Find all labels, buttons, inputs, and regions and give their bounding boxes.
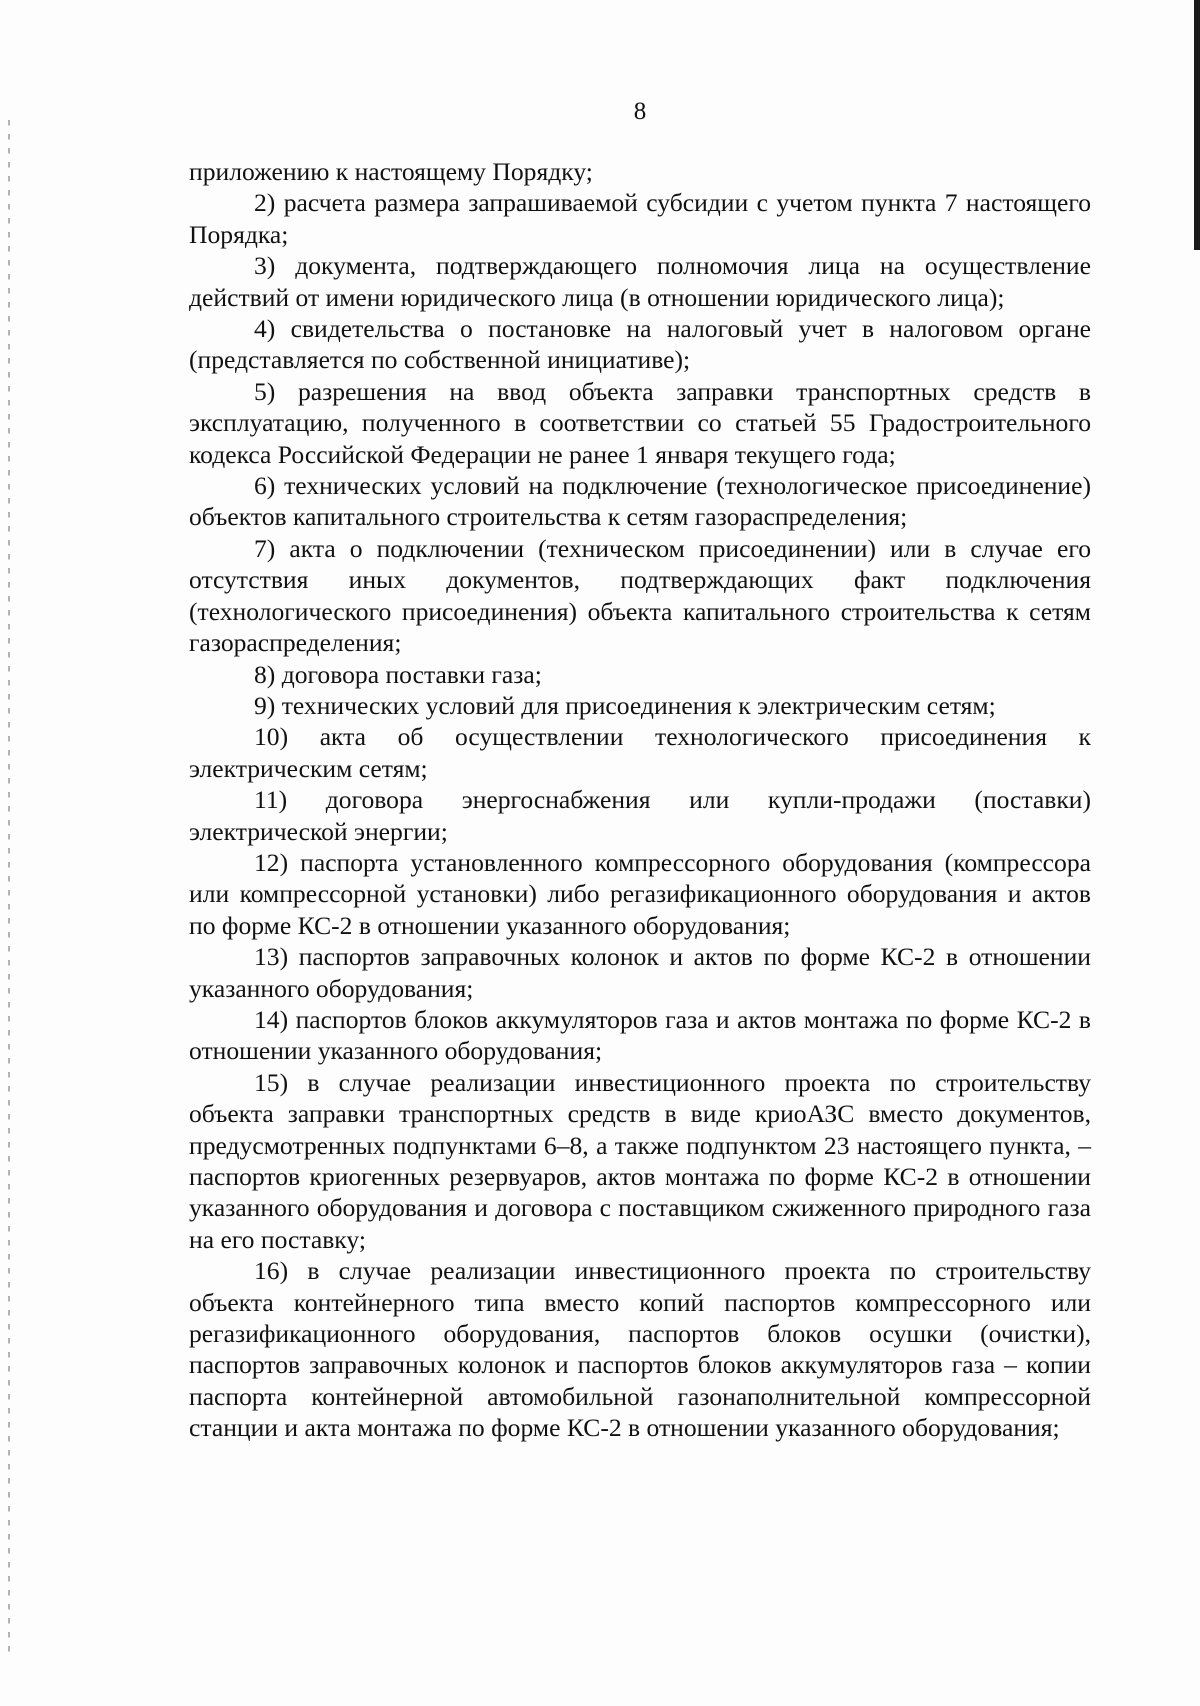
paragraph: 7) акта о подключении (техническом присоединении) или в случае его отсутствия иных документов, подтверждающих факт подключения (технологического присоединения) объекта капитального строительства к сетям газораспределения; xyxy=(189,533,1091,658)
paragraph: 15) в случае реализации инвестиционного проекта по строительству объекта заправки транспортных средств в виде криоАЗС вместо документов, предусмотренных подпунктами 6–8, а также подпунктом 23 настоящего пункта, – паспортов криогенных резервуаров, актов монтажа по форме КС-2 в отношении указанного оборудования и договора с поставщиком сжиженного природного газа на его поставку; xyxy=(189,1067,1091,1254)
paragraph: 10) акта об осуществлении технологического присоединения к электрическим сетям; xyxy=(189,722,1091,783)
paragraph: 13) паспортов заправочных колонок и актов по форме КС-2 в отношении указанного оборудования; xyxy=(189,942,1091,1003)
paragraph: 11) договора энергоснабжения или купли-продажи (поставки) электрической энергии; xyxy=(189,785,1091,846)
page-number: 8 xyxy=(633,98,647,125)
paragraph: 6) технических условий на подключение (технологическое присоединение) объектов капитального строительства к сетям газораспределения; xyxy=(189,471,1091,532)
paragraph: 4) свидетельства о постановке на налоговый учет в налоговом органе (представляется по собственной инициативе); xyxy=(189,314,1091,375)
document-body xyxy=(189,156,1091,1444)
paragraph: 5) разрешения на ввод объекта заправки транспортных средств в эксплуатацию, полученного в соответствии со статьей 55 Градостроительного кодекса Российской Федерации не ранее 1 января текущего года; xyxy=(189,376,1091,469)
paragraph: 2) расчета размера запрашиваемой субсидии с учетом пункта 7 настоящего Порядка; xyxy=(189,188,1091,249)
paragraph: 9) технических условий для присоединения к электрическим сетям; xyxy=(254,690,996,720)
paragraph: 14) паспортов блоков аккумуляторов газа и актов монтажа по форме КС-2 в отношении указанного оборудования; xyxy=(189,1004,1091,1066)
paragraph: 12) паспорта установленного компрессорного оборудования (компрессора или компрессорной установки) либо регазификационного оборудования и актов по форме КС-2 в отношении указанного оборудования; xyxy=(189,847,1091,940)
paragraph: 16) в случае реализации инвестиционного проекта по строительству объекта контейнерного типа вместо копий паспортов компрессорного или регазификационного оборудования, паспортов блоков осушки (очистки), паспортов заправочных колонок и паспортов блоков аккумуляторов газа – копии паспорта контейнерной автомобильной газонаполнительной компрессорной станции и акта монтажа по форме КС-2 в отношении указанного оборудования; xyxy=(189,1256,1091,1443)
paragraph: приложению к настоящему Порядку; xyxy=(189,157,593,186)
paragraph: 3) документа, подтверждающего полномочия лица на осуществление действий от имени юридического лица (в отношении юридического лица); xyxy=(189,251,1091,312)
scan-margin-dots xyxy=(8,120,10,1660)
paragraph: 8) договора поставки газа; xyxy=(254,659,542,689)
